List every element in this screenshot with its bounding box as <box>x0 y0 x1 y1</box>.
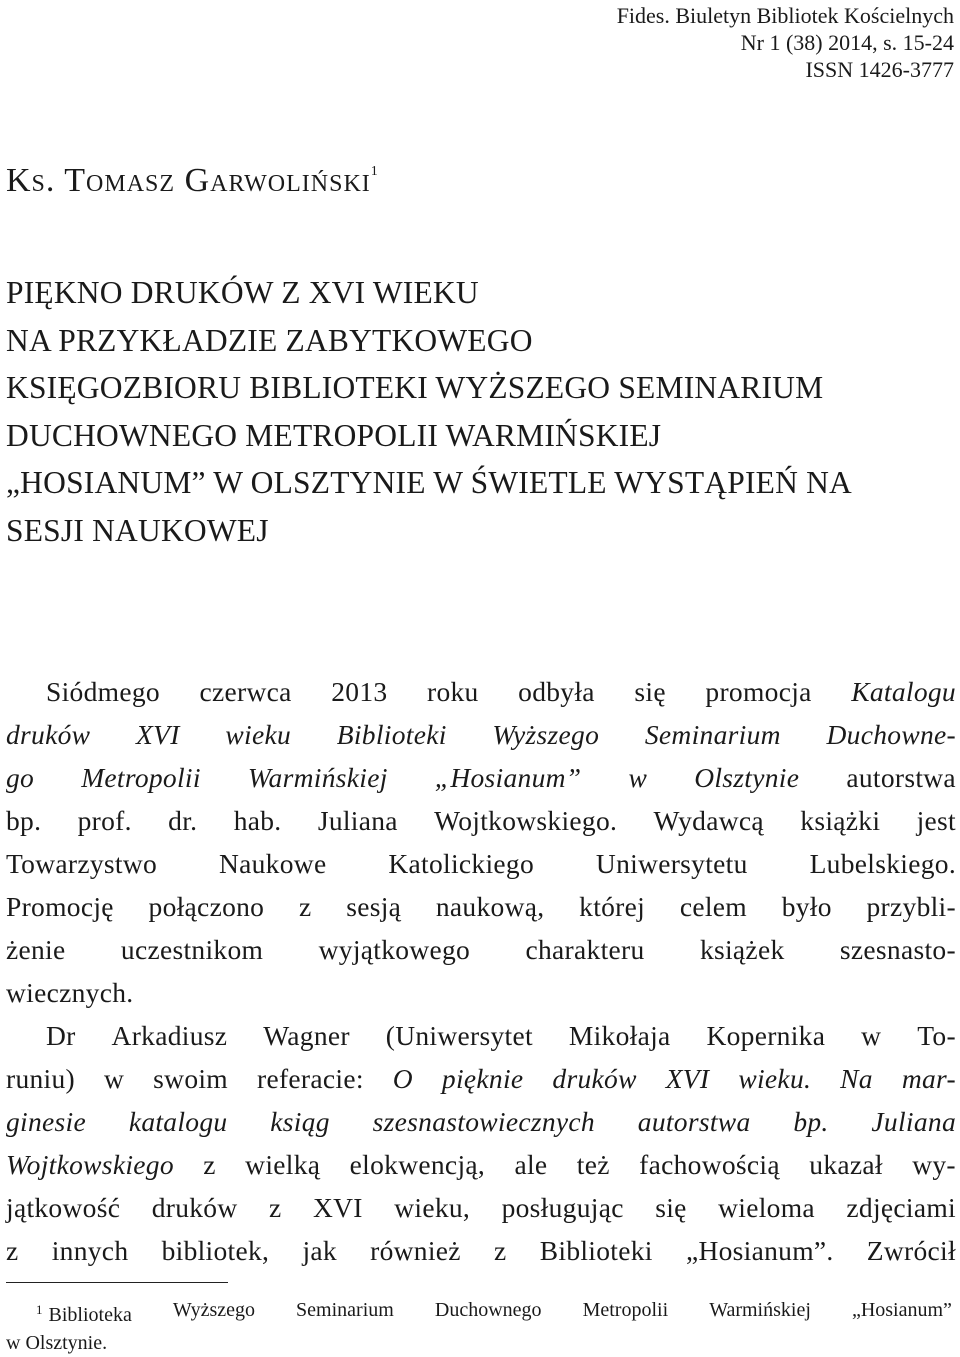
body-word: z <box>203 1149 216 1180</box>
body-word: Metropolii <box>81 762 201 793</box>
body-word: Wojtkowskiego. <box>434 805 618 836</box>
body-word: mar- <box>901 1063 956 1094</box>
body-word: ginesie <box>6 1106 86 1137</box>
footnote-word: Seminarium <box>296 1299 394 1321</box>
body-line <box>6 756 956 799</box>
body-word: naukową, <box>435 891 545 922</box>
body-word: 2013 <box>331 676 388 707</box>
body-word: się <box>655 1192 687 1223</box>
body-word: Juliana <box>871 1106 956 1137</box>
title-line: SESJI NAUKOWEJ <box>6 512 269 548</box>
body-line <box>6 1014 956 1057</box>
journal-header <box>617 2 954 83</box>
footnote-word: Warmińskiej <box>709 1299 811 1321</box>
body-word: Towarzystwo <box>6 848 158 879</box>
body-word: jak <box>302 1235 337 1266</box>
footnote-word: Duchownego <box>434 1299 542 1321</box>
body-line <box>6 1186 956 1229</box>
body-word: Zwrócił <box>866 1235 956 1266</box>
body-word: Juliana <box>317 805 398 836</box>
footnote <box>6 1296 952 1357</box>
journal-title: Fides. Biuletyn Bibliotek Kościelnych <box>616 3 954 28</box>
body-word: druków <box>151 1192 238 1223</box>
footnote-line <box>6 1296 952 1329</box>
body-word: w <box>628 762 648 793</box>
body-word: wyjątkowego <box>318 934 471 965</box>
body-line <box>6 799 956 842</box>
body-word: Duchowne- <box>826 719 956 750</box>
body-word: szesnasto- <box>839 934 956 965</box>
body-word: ale <box>514 1149 548 1180</box>
footnote-divider <box>6 1282 228 1283</box>
title-line: KSIĘGOZBIORU BIBLIOTEKI WYŻSZEGO SEMINARIUM <box>6 370 824 405</box>
body-word: również <box>370 1235 461 1266</box>
body-word: XVI <box>665 1063 710 1094</box>
body-word: katalogu <box>128 1106 228 1137</box>
footnote-word: Metropolii <box>582 1299 669 1321</box>
author-name-text: Ks. Tomasz Garwoliński <box>6 162 371 199</box>
body-word: bp. <box>793 1106 829 1137</box>
body-word: dr. <box>168 805 198 836</box>
body-word: referacie: <box>256 1063 364 1094</box>
body-word: promocja <box>705 676 812 707</box>
body-word: przybli- <box>866 891 956 922</box>
body-word: wiecznych. <box>6 977 134 1008</box>
body-word: Katolickiego <box>388 848 534 879</box>
body-word: O <box>392 1063 413 1094</box>
body-word: bibliotek, <box>161 1235 270 1266</box>
body-word: Biblioteki <box>336 719 447 750</box>
body-word: z <box>268 1192 282 1223</box>
body-word: „Hosianum”. <box>685 1235 834 1266</box>
article-title <box>6 269 852 554</box>
body-word: w <box>104 1063 125 1094</box>
body-word: wy- <box>912 1149 956 1180</box>
body-word: ksiąg <box>270 1106 330 1137</box>
body-word: go <box>6 762 35 793</box>
author-footnote-marker: 1 <box>370 164 378 179</box>
body-line <box>6 1229 956 1272</box>
title-line: „HOSIANUM” W OLSZTYNIE W ŚWIETLE WYSTĄPIEŃ NA <box>6 465 852 500</box>
body-word: połączono <box>148 891 265 922</box>
body-line <box>6 713 956 756</box>
body-word: też <box>576 1149 610 1180</box>
body-word: Mikołaja <box>568 1020 671 1051</box>
body-word: Biblioteki <box>539 1235 653 1266</box>
body-word: bp. <box>6 805 42 836</box>
body-word: było <box>781 891 832 922</box>
body-word: To- <box>917 1020 956 1051</box>
body-word: sesją <box>346 891 402 922</box>
title-line: NA PRZYKŁADZIE ZABYTKOWEGO <box>6 322 533 358</box>
body-word: druków <box>6 719 91 750</box>
body-word: XVI <box>312 1192 363 1223</box>
title-line: PIĘKNO DRUKÓW Z XVI WIEKU <box>6 275 479 310</box>
body-word: uczestnikom <box>120 934 264 965</box>
body-word: Wyższego <box>492 719 600 750</box>
body-word: innych <box>51 1235 129 1266</box>
body-word: książek <box>699 934 785 965</box>
body-word: (Uniwersytet <box>385 1020 533 1051</box>
body-word: wieloma <box>718 1192 815 1223</box>
body-word: „Hosianum” <box>434 762 582 793</box>
body-line <box>6 1143 956 1186</box>
body-word: jątkowość <box>6 1192 121 1223</box>
body-word: Arkadiusz <box>111 1020 228 1051</box>
body-word: swoim <box>153 1063 228 1094</box>
footnote-word: „Hosianum” <box>851 1299 952 1321</box>
body-word: druków <box>552 1063 637 1094</box>
body-word: Wydawcą <box>653 805 764 836</box>
footnote-word: $^1$ Biblioteka <box>36 1302 132 1326</box>
body-word: celem <box>679 891 747 922</box>
body-word: runiu) <box>6 1063 76 1094</box>
body-word: odbyła <box>518 676 595 707</box>
article-body <box>6 670 956 1272</box>
body-word: Naukowe <box>218 848 327 879</box>
body-word: się <box>634 676 666 707</box>
body-line <box>6 971 956 1014</box>
body-word: jest <box>916 805 956 836</box>
body-word: książki <box>800 805 881 836</box>
body-word: prof. <box>77 805 132 836</box>
body-word: Kopernika <box>706 1020 826 1051</box>
footnote-line-2: w Olsztynie. <box>6 1332 108 1354</box>
body-word: z <box>494 1235 507 1266</box>
body-word: Warmińskiej <box>247 762 388 793</box>
body-line <box>6 1057 956 1100</box>
body-word: hab. <box>233 805 282 836</box>
body-word: autorstwa <box>637 1106 751 1137</box>
body-word: wieku, <box>394 1192 471 1223</box>
body-word: Seminarium <box>644 719 781 750</box>
body-word: elokwencją, <box>349 1149 486 1180</box>
body-word: zdjęciami <box>846 1192 956 1223</box>
body-word: Promocję <box>6 891 114 922</box>
body-word: Na <box>840 1063 873 1094</box>
body-word: Katalogu <box>851 676 956 707</box>
journal-issue: Nr 1 (38) 2014, s. 15-24 <box>740 30 954 55</box>
body-word: Olsztynie <box>694 762 800 793</box>
body-word: posługując <box>501 1192 624 1223</box>
body-word: ukazał <box>809 1149 883 1180</box>
body-word: wieku <box>225 719 292 750</box>
body-word: pięknie <box>441 1063 524 1094</box>
body-word: Wagner <box>263 1020 350 1051</box>
body-word: Lubelskiego. <box>809 848 956 879</box>
body-word: czerwca <box>199 676 292 707</box>
body-word: charakteru <box>525 934 645 965</box>
body-word: szesnastowiecznych <box>372 1106 595 1137</box>
title-line: DUCHOWNEGO METROPOLII WARMIŃSKIEJ <box>6 417 662 453</box>
body-word: autorstwa <box>846 762 956 793</box>
journal-issn: ISSN 1426-3777 <box>805 57 954 82</box>
footnote-marker: 1 <box>36 1302 43 1317</box>
body-word: żenie <box>6 934 66 965</box>
body-word: fachowością <box>639 1149 780 1180</box>
body-word: wieku. <box>738 1063 812 1094</box>
body-word: Siódmego <box>46 676 160 707</box>
body-line <box>6 670 956 713</box>
body-word: w <box>861 1020 882 1051</box>
author-name <box>6 152 378 201</box>
footnote-word: Wyższego <box>172 1299 255 1321</box>
body-word: Wojtkowskiego <box>6 1149 174 1180</box>
body-word: której <box>579 891 646 922</box>
body-line <box>6 885 956 928</box>
body-word: wielką <box>245 1149 321 1180</box>
body-word: XVI <box>136 719 180 750</box>
body-word: Uniwersytetu <box>595 848 748 879</box>
body-word: roku <box>426 676 479 707</box>
body-word: z <box>298 891 312 922</box>
body-line <box>6 842 956 885</box>
body-word: Dr <box>46 1020 76 1051</box>
body-line <box>6 1100 956 1143</box>
body-word: z <box>6 1235 19 1266</box>
body-line <box>6 928 956 971</box>
